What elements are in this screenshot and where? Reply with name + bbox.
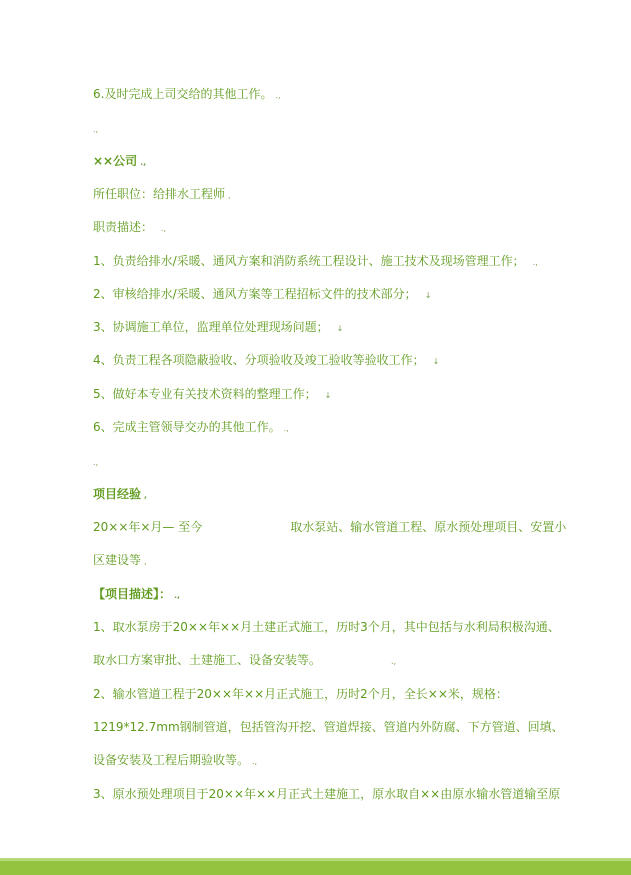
paragraph-mark: ., (532, 258, 538, 267)
paragraph-mark: ., (275, 91, 281, 100)
paragraph-mark: ↓ (424, 291, 432, 300)
line-text: 6.及时完成上司交给的其他工作。 (93, 87, 273, 101)
empty-line (93, 120, 98, 138)
footer-bar (0, 858, 631, 875)
line-text: ××公司 (93, 154, 138, 168)
paragraph-mark: ., (174, 591, 181, 600)
empty-line (93, 453, 98, 471)
line-text: 2、审核给排水/采暖、通风方案等工程招标文件的技术部分； (93, 287, 417, 301)
paragraph-mark: ↓ (432, 357, 440, 366)
line-text: 3、协调施工单位，监理单位处理现场问题； (93, 320, 329, 334)
description-line (93, 619, 560, 635)
line-text: 5、做好本专业有关技术资料的整理工作； (93, 387, 317, 401)
paragraph-mark: ., (161, 224, 167, 233)
paragraph-mark: ., (391, 657, 397, 666)
line-text: 设备安装及工程后期验收等。 (93, 753, 250, 767)
paragraph-mark: , (228, 191, 231, 200)
description-line (93, 686, 508, 702)
paragraph-mark: , (144, 557, 147, 566)
company-heading (93, 153, 146, 171)
duty-item (93, 352, 439, 370)
project-period-line (93, 519, 566, 535)
text-line (93, 86, 281, 104)
line-text: 1、取水泵房于20××年××月土建正式施工，历时3个月，其中包括与水利局积极沟通、 (93, 620, 560, 634)
text-line (93, 552, 147, 570)
line-text: 1、负责给排水/采暖、通风方案和消防系统工程设计、施工技术及现场管理工作； (93, 254, 525, 268)
description-line (93, 752, 257, 770)
line-text: 区建设等 (93, 553, 142, 567)
line-text: 2、输水管道工程于20××年××月正式施工，历时2个月，全长××米，规格： (93, 687, 508, 701)
line-text: 【项目描述】： (93, 587, 172, 601)
paragraph-mark: ↓ (324, 391, 332, 400)
project-date: 20××年×月— 至今 (93, 520, 203, 534)
text-line (93, 186, 231, 204)
paragraph-mark: ↓ (336, 324, 344, 333)
project-description-heading (93, 586, 180, 604)
paragraph-mark: ., (252, 757, 258, 766)
description-line (93, 652, 396, 670)
line-text: 项目经验 (93, 487, 142, 501)
duty-item (93, 386, 331, 404)
duty-item (93, 286, 431, 304)
description-line (93, 719, 564, 735)
duty-item (93, 319, 343, 337)
paragraph-mark: , (144, 491, 148, 500)
line-text: 6、完成主管领导交办的其他工作。 (93, 420, 281, 434)
footer-bar-highlight (0, 858, 631, 861)
description-line (93, 786, 560, 802)
line-text: 职责描述： (93, 220, 154, 234)
paragraph-mark: ., (283, 424, 289, 433)
paragraph-mark: ., (93, 125, 99, 134)
line-text: 所任职位：给排水工程师 (93, 187, 226, 201)
line-text: 1219*12.7mm钢制管道，包括管沟开挖、管道焊接、管道内外防腐、下方管道、回填、 (93, 720, 564, 734)
text-line (93, 219, 166, 237)
duty-item (93, 419, 289, 437)
line-text: 3、原水预处理项目于20××年××月正式土建施工，原水取自××由原水输水管道输至原 (93, 787, 561, 801)
project-heading (93, 486, 147, 504)
duty-item (93, 253, 538, 271)
project-name: 取水泵站、输水管道工程、原水预处理项目、安置小 (290, 520, 567, 534)
line-text: 4、负责工程各项隐蔽验收、分项验收及竣工验收等验收工作； (93, 353, 425, 367)
line-text: 取水口方案审批、土建施工、设备安装等。 (93, 653, 322, 667)
paragraph-mark: ., (93, 458, 99, 467)
paragraph-mark: ., (140, 158, 147, 167)
